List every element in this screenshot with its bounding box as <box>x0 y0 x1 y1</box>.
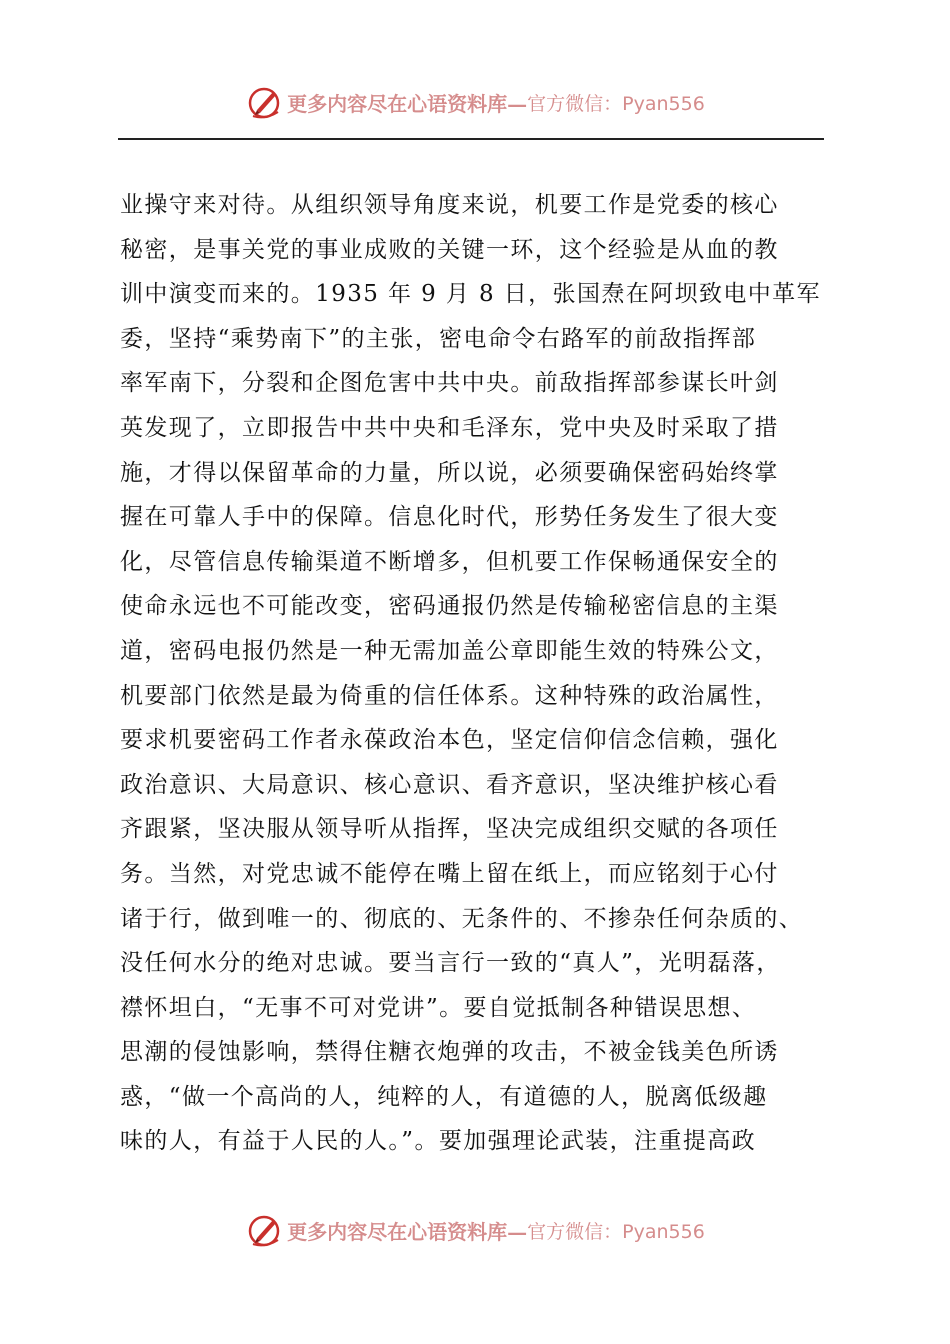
body-line: 训中演变而来的。1935 年 9 月 8 日，张国焘在阿坝致电中革军 <box>120 281 821 308</box>
footer-contact-text: 官方微信：Pyan556 <box>527 1220 705 1243</box>
body-line: 业操守来对待。从组织领导角度来说，机要工作是党委的核心 <box>120 192 779 218</box>
body-line: 要求机要密码工作者永葆政治本色，坚定信仰信念信赖，强化 <box>120 727 779 754</box>
body-line: 委，坚持“乘势南下”的主张，密电命令右路军的前敌指挥部 <box>120 325 757 352</box>
body-line: 施，才得以保留革命的力量，所以说，必须要确保密码始终掌 <box>120 459 779 486</box>
header-divider <box>118 138 824 140</box>
body-line: 化，尽管信息传输渠道不断增多，但机要工作保畅通保安全的 <box>120 548 779 575</box>
body-line: 握在可靠人手中的保障。信息化时代，形势任务发生了很大变 <box>120 504 779 531</box>
body-line: 惑，“做一个高尚的人，纯粹的人，有道德的人，脱离低级趣 <box>120 1083 768 1110</box>
body-line: 诸于行，做到唯一的、彻底的、无条件的、不掺杂任何杂质的、 <box>120 905 804 932</box>
header-brand-text: 更多内容尽在心语资料库— <box>287 91 528 116</box>
body-line: 使命永远也不可能改变，密码通报仍然是传输秘密信息的主渠 <box>120 593 779 620</box>
pen-logo-icon <box>245 1210 285 1250</box>
body-line: 齐跟紧，坚决服从领导听从指挥，坚决完成组织交赋的各项任 <box>120 816 779 843</box>
body-line: 机要部门依然是最为倚重的信任体系。这种特殊的政治属性， <box>120 682 779 709</box>
footer-banner <box>0 1210 950 1250</box>
pen-logo-icon <box>245 82 285 122</box>
body-line: 政治意识、大局意识、核心意识、看齐意识，坚决维护核心看 <box>120 771 779 798</box>
body-line: 务。当然，对党忠诚不能停在嘴上留在纸上，而应铭刻于心付 <box>120 860 779 887</box>
body-line: 没任何水分的绝对忠诚。要当言行一致的“真人”，光明磊落， <box>120 950 781 977</box>
body-line: 襟怀坦白，“无事不可对党讲”。要自觉抵制各种错误思想、 <box>120 994 757 1021</box>
body-line: 英发现了，立即报告中共中央和毛泽东，党中央及时采取了措 <box>120 414 779 441</box>
body-line: 秘密，是事关党的事业成败的关键一环，这个经验是从血的教 <box>120 236 779 263</box>
header-banner <box>0 82 950 122</box>
body-line: 思潮的侵蚀影响，禁得住糖衣炮弹的攻击，不被金钱美色所诱 <box>120 1039 779 1066</box>
body-line: 味的人，有益于人民的人。”。要加强理论武装，注重提高政 <box>120 1128 757 1155</box>
body-line: 道，密码电报仍然是一种无需加盖公章即能生效的特殊公文， <box>120 637 779 664</box>
document-body <box>120 183 840 1164</box>
header-contact-text: 官方微信：Pyan556 <box>527 92 705 115</box>
body-line: 率军南下，分裂和企图危害中共中央。前敌指挥部参谋长叶剑 <box>120 370 779 397</box>
footer-brand-text: 更多内容尽在心语资料库— <box>287 1219 528 1244</box>
